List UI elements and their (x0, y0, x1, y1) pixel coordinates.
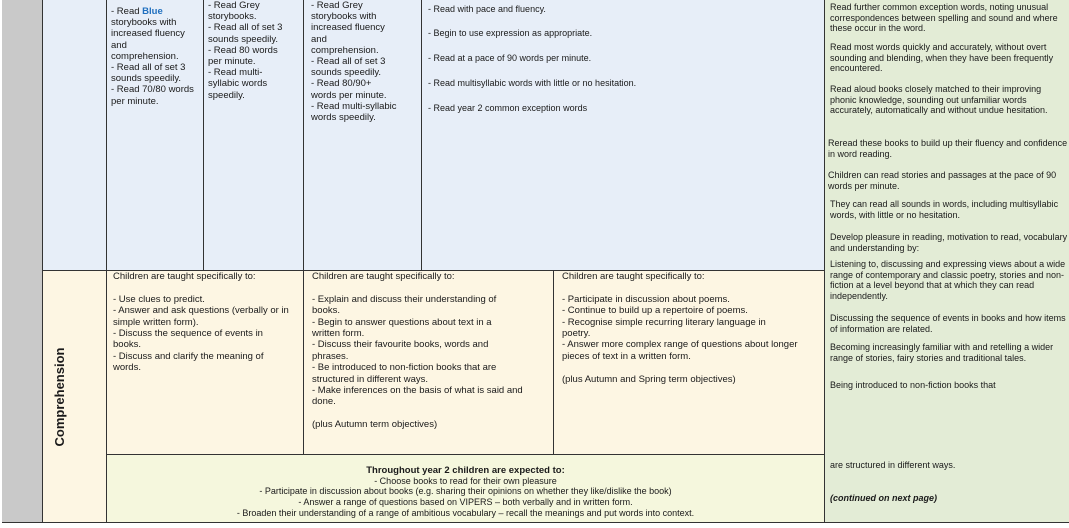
comprehension-col-1-text: Children are taught specifically to: - Use clues to predict. - Answer and ask questions (verbally or in simple written form). - Discuss the sequence of events in books. - Discuss and clarify the meaning of words. (113, 271, 289, 374)
objective-item: Read most words quickly and accurately, without overt sounding and blending, when they have been frequently encountered. (830, 42, 1054, 73)
fluency-col-4-line: - Read year 2 common exception words (428, 103, 588, 113)
objective-item: Reread these books to build up their fluency and confidence in word reading. (828, 138, 1068, 159)
bottom-border (2, 522, 1069, 523)
fluency-col-3-text: - Read Grey storybooks with increased fluency and comprehension. - Read all of set 3 sounds speedily. - Read 80/90+ words per minute. - Read multi-syllabic words speedily. (311, 0, 397, 124)
objective-item: are structured in different ways. (830, 460, 956, 470)
comprehension-col-2-text: Children are taught specifically to: - Explain and discuss their understanding of books. - Begin to answer questions about text in a written form. - Discuss their favourite books, words and phrases. - Be introduced to non-fiction books that are structured in different ways. - Make inferences on the basis of what is said and done. (plus Autumn term objectives) (312, 271, 523, 431)
fluency-col-1-prefix: - Read (111, 6, 143, 17)
section-label: Comprehension (52, 347, 67, 447)
objective-item: Develop pleasure in reading, motivation to read, vocabulary and understanding by: (830, 232, 1068, 253)
throughout-line: - Broaden their understanding of a range of ambitious vocabulary – recall the meanings and put words into context. (236, 508, 695, 518)
objective-item: Read further common exception words, noting unusual correspondences between spelling and sound and where these occur in the word. (830, 2, 1058, 33)
objective-item: They can read all sounds in words, including multisyllabic words, with little or no hesitation. (830, 199, 1059, 220)
objective-item: Listening to, discussing and expressing views about a wide range of contemporary and classic poetry, stories and non-fiction at a level beyond that at which they can read independently. (830, 259, 1066, 301)
fluency-col-1 (107, 0, 204, 271)
throughout-line: - Choose books to read for their own pleasure (374, 476, 557, 486)
fluency-col-4-line: - Read with pace and fluency. (428, 4, 546, 14)
fluency-col-2 (204, 0, 304, 271)
blue-storybooks-label: Blue (142, 6, 163, 17)
fluency-col-4-line: - Read multisyllabic words with little or no hesitation. (428, 78, 637, 88)
throughout-year-band (107, 455, 824, 522)
section-label-column-upper (43, 0, 106, 271)
fluency-col-2-text: - Read Grey storybooks. - Read all of set 3 sounds speedily. - Read 80 words per minute. - Read multi- syllabic words speedily. (208, 0, 283, 101)
objective-item: Children can read stories and passages at the pace of 90 words per minute. (828, 170, 1057, 191)
comprehension-col-2 (304, 271, 554, 455)
objective-item: Read aloud books closely matched to their improving phonic knowledge, sounding out unfamiliar words accurately, automatically and without undue hesitation. (830, 84, 1048, 115)
throughout-line: - Answer a range of questions based on VIPERS – both verbally and in written form. (298, 497, 633, 507)
grey-side-strip (2, 0, 43, 522)
fluency-col-1-rest: storybooks with increased fluency and comprehension. - Read all of set 3 sounds speedily. - Read 70/80 words per minute. (111, 17, 194, 107)
comprehension-col-3-text: Children are taught specifically to: - Participate in discussion about poems. - Continue to build up a repertoire of poems. - Recognise simple recurring literary language in poetry. - Answer more complex range of questions about longer pieces of text in a written form. (plus Autumn and Spring term objectives) (562, 271, 798, 385)
objective-item: Discussing the sequence of events in books and how items of information are related. (830, 313, 1066, 334)
fluency-col-3 (304, 0, 422, 271)
throughout-heading: Throughout year 2 children are expected to: (366, 465, 565, 476)
continued-note: (continued on next page) (830, 493, 937, 503)
fluency-col-4-line: - Read at a pace of 90 words per minute. (428, 53, 592, 63)
objective-item: Becoming increasingly familiar with and retelling a wider range of stories, fairy stories and traditional tales. (830, 342, 1054, 363)
fluency-col-4-line: - Begin to use expression as appropriate. (428, 28, 593, 38)
right-objectives-column (824, 0, 1069, 522)
fluency-col-1-text (111, 6, 203, 107)
comprehension-col-3 (554, 271, 824, 455)
comprehension-col-1 (107, 271, 304, 455)
throughout-line: - Participate in discussion about books (e.g. sharing their opinions on whether they like/dislike the book) (259, 486, 672, 496)
objective-item: Being introduced to non-fiction books that (830, 380, 996, 390)
fluency-col-4 (422, 0, 824, 271)
